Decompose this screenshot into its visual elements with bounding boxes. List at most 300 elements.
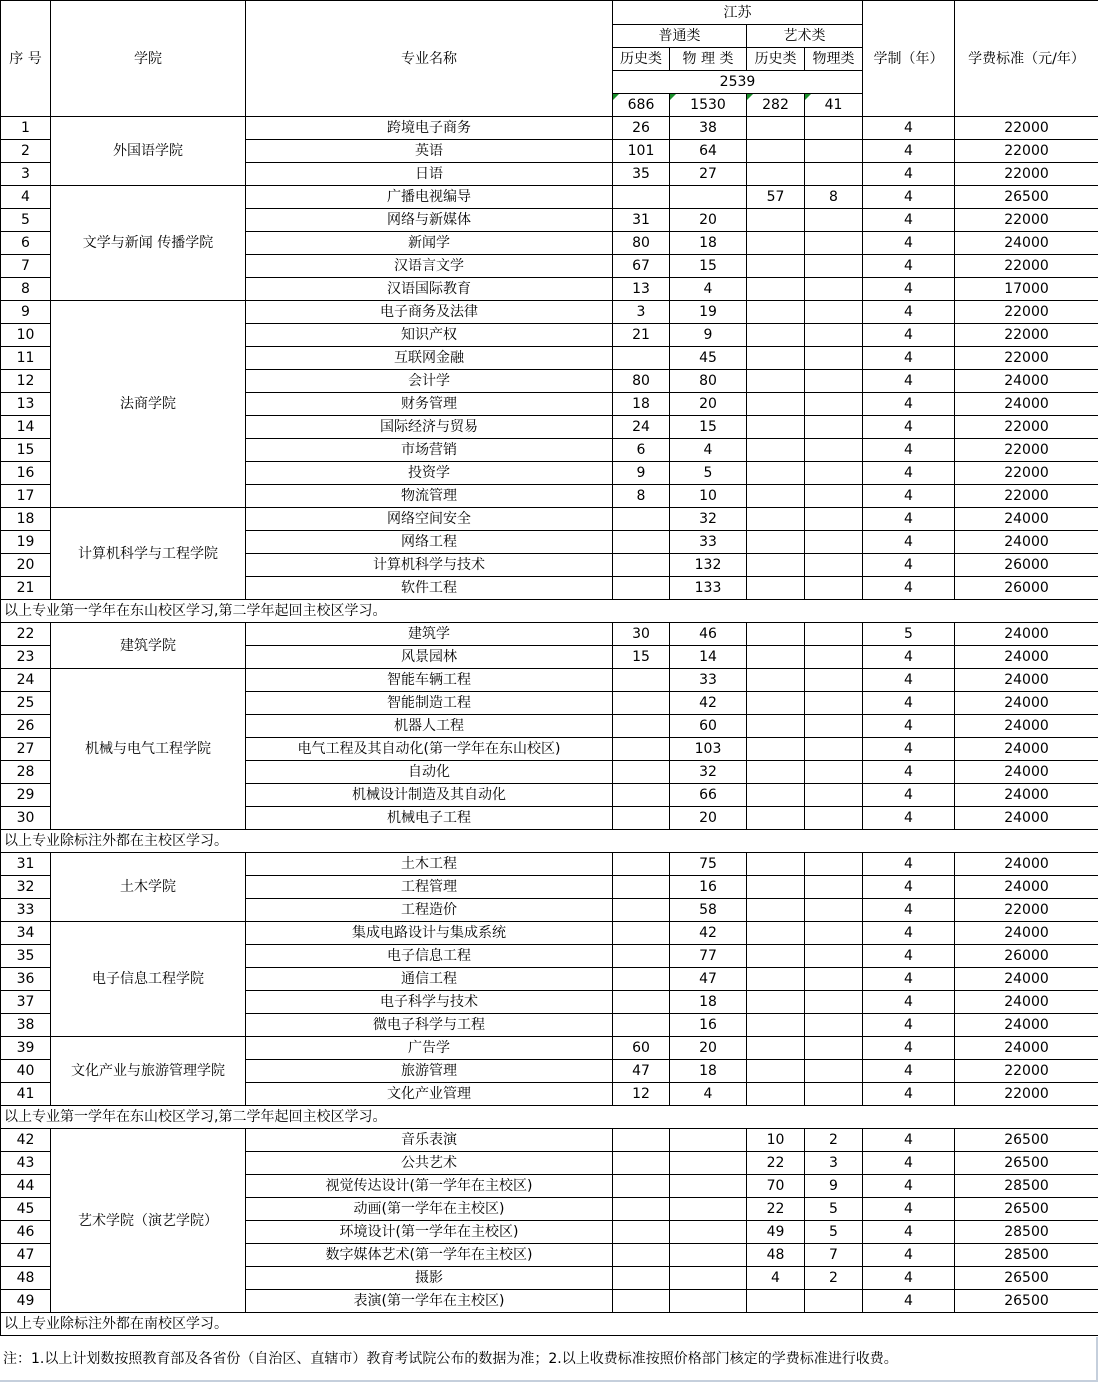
general-history-cell (613, 186, 670, 209)
art-history-cell (747, 968, 805, 991)
duration-cell: 4 (863, 1129, 955, 1152)
duration-cell: 4 (863, 761, 955, 784)
duration-cell: 4 (863, 784, 955, 807)
seq-cell: 35 (1, 945, 51, 968)
college-cell: 外国语学院 (51, 117, 246, 186)
table-row (1, 508, 1098, 531)
duration-cell: 4 (863, 646, 955, 669)
general-history-cell (613, 1152, 670, 1175)
header-total: 2539 (613, 71, 863, 94)
tuition-cell: 26500 (955, 1152, 1098, 1175)
duration-cell: 4 (863, 1083, 955, 1106)
tuition-cell: 28500 (955, 1175, 1098, 1198)
art-history-cell (747, 508, 805, 531)
general-physics-cell (670, 1198, 747, 1221)
art-physics-cell (805, 163, 863, 186)
art-physics-cell (805, 370, 863, 393)
art-physics-cell (805, 324, 863, 347)
duration-cell: 4 (863, 715, 955, 738)
duration-cell: 4 (863, 968, 955, 991)
duration-cell: 4 (863, 163, 955, 186)
college-cell: 文化产业与旅游管理学院 (51, 1037, 246, 1106)
header-general: 普通类 (613, 25, 747, 48)
art-history-cell (747, 485, 805, 508)
seq-cell: 23 (1, 646, 51, 669)
tuition-cell: 22000 (955, 255, 1098, 278)
tuition-cell: 22000 (955, 899, 1098, 922)
major-cell: 投资学 (246, 462, 613, 485)
general-physics-cell: 18 (670, 1060, 747, 1083)
college-cell: 计算机科学与工程学院 (51, 508, 246, 600)
general-physics-cell (670, 1152, 747, 1175)
major-cell: 计算机科学与技术 (246, 554, 613, 577)
table-row (1, 1037, 1098, 1060)
art-physics-cell (805, 1060, 863, 1083)
art-history-cell: 4 (747, 1267, 805, 1290)
college-cell: 法商学院 (51, 301, 246, 508)
general-history-cell (613, 876, 670, 899)
header-art-history: 历史类 (747, 48, 805, 71)
tuition-cell: 22000 (955, 117, 1098, 140)
art-history-cell (747, 416, 805, 439)
seq-cell: 15 (1, 439, 51, 462)
seq-cell: 12 (1, 370, 51, 393)
major-cell: 日语 (246, 163, 613, 186)
tuition-cell: 24000 (955, 807, 1098, 830)
art-physics-cell (805, 347, 863, 370)
tuition-cell: 24000 (955, 991, 1098, 1014)
art-history-cell (747, 117, 805, 140)
general-physics-cell: 66 (670, 784, 747, 807)
header-province: 江苏 (613, 1, 863, 25)
art-history-cell (747, 347, 805, 370)
major-cell: 旅游管理 (246, 1060, 613, 1083)
general-physics-cell (670, 1290, 747, 1313)
general-history-cell: 31 (613, 209, 670, 232)
major-cell: 新闻学 (246, 232, 613, 255)
general-history-cell (613, 347, 670, 370)
general-history-cell: 60 (613, 1037, 670, 1060)
general-history-cell (613, 784, 670, 807)
art-physics-cell (805, 922, 863, 945)
general-physics-cell: 15 (670, 416, 747, 439)
tuition-cell: 26500 (955, 1198, 1098, 1221)
art-history-cell (747, 784, 805, 807)
seq-cell: 5 (1, 209, 51, 232)
tuition-cell: 24000 (955, 623, 1098, 646)
table-row (1, 301, 1098, 324)
art-history-cell (747, 1290, 805, 1313)
art-physics-cell (805, 945, 863, 968)
tuition-cell: 26000 (955, 554, 1098, 577)
table-row (1, 853, 1098, 876)
art-physics-cell: 5 (805, 1221, 863, 1244)
art-physics-cell (805, 439, 863, 462)
tuition-cell: 22000 (955, 301, 1098, 324)
general-history-cell (613, 853, 670, 876)
general-physics-cell: 33 (670, 669, 747, 692)
general-history-cell: 47 (613, 1060, 670, 1083)
campus-note: 以上专业除标注外都在主校区学习。 (1, 830, 1098, 853)
duration-cell: 4 (863, 1175, 955, 1198)
subtotal-general-history: 686 (613, 94, 670, 117)
major-cell: 机械电子工程 (246, 807, 613, 830)
art-history-cell: 57 (747, 186, 805, 209)
major-cell: 文化产业管理 (246, 1083, 613, 1106)
seq-cell: 37 (1, 991, 51, 1014)
tuition-cell: 24000 (955, 531, 1098, 554)
general-history-cell (613, 807, 670, 830)
art-history-cell (747, 807, 805, 830)
major-cell: 电子科学与技术 (246, 991, 613, 1014)
art-history-cell (747, 922, 805, 945)
major-cell: 公共艺术 (246, 1152, 613, 1175)
general-physics-cell: 5 (670, 462, 747, 485)
table-row (1, 1129, 1098, 1152)
art-physics-cell (805, 462, 863, 485)
general-history-cell (613, 669, 670, 692)
major-cell: 微电子科学与工程 (246, 1014, 613, 1037)
art-history-cell (747, 324, 805, 347)
seq-cell: 8 (1, 278, 51, 301)
general-physics-cell: 16 (670, 876, 747, 899)
general-history-cell: 80 (613, 370, 670, 393)
duration-cell: 4 (863, 1014, 955, 1037)
art-physics-cell (805, 278, 863, 301)
art-history-cell (747, 439, 805, 462)
general-history-cell (613, 692, 670, 715)
general-physics-cell: 10 (670, 485, 747, 508)
table-row (1, 186, 1098, 209)
major-cell: 动画(第一学年在主校区) (246, 1198, 613, 1221)
general-history-cell (613, 1175, 670, 1198)
header-general-physics: 物 理 类 (670, 48, 747, 71)
seq-cell: 40 (1, 1060, 51, 1083)
art-physics-cell (805, 968, 863, 991)
art-physics-cell: 2 (805, 1129, 863, 1152)
seq-cell: 25 (1, 692, 51, 715)
seq-cell: 38 (1, 1014, 51, 1037)
major-cell: 环境设计(第一学年在主校区) (246, 1221, 613, 1244)
general-history-cell (613, 945, 670, 968)
art-physics-cell (805, 1290, 863, 1313)
seq-cell: 45 (1, 1198, 51, 1221)
art-history-cell (747, 1014, 805, 1037)
duration-cell: 4 (863, 554, 955, 577)
campus-note: 以上专业第一学年在东山校区学习,第二学年起回主校区学习。 (1, 1106, 1098, 1129)
general-history-cell: 12 (613, 1083, 670, 1106)
general-history-cell (613, 899, 670, 922)
duration-cell: 4 (863, 1244, 955, 1267)
tuition-cell: 24000 (955, 692, 1098, 715)
duration-cell: 4 (863, 439, 955, 462)
seq-cell: 18 (1, 508, 51, 531)
general-history-cell (613, 738, 670, 761)
tuition-cell: 22000 (955, 347, 1098, 370)
seq-cell: 46 (1, 1221, 51, 1244)
tuition-cell: 22000 (955, 439, 1098, 462)
general-physics-cell: 77 (670, 945, 747, 968)
seq-cell: 3 (1, 163, 51, 186)
art-history-cell (747, 209, 805, 232)
major-cell: 集成电路设计与集成系统 (246, 922, 613, 945)
art-history-cell: 48 (747, 1244, 805, 1267)
tuition-cell: 22000 (955, 163, 1098, 186)
general-physics-cell: 14 (670, 646, 747, 669)
art-history-cell (747, 761, 805, 784)
art-physics-cell (805, 531, 863, 554)
art-history-cell (747, 232, 805, 255)
tuition-cell: 17000 (955, 278, 1098, 301)
seq-cell: 28 (1, 761, 51, 784)
major-cell: 表演(第一学年在主校区) (246, 1290, 613, 1313)
major-cell: 数字媒体艺术(第一学年在主校区) (246, 1244, 613, 1267)
table-row (1, 922, 1098, 945)
seq-cell: 17 (1, 485, 51, 508)
seq-cell: 21 (1, 577, 51, 600)
tuition-cell: 24000 (955, 508, 1098, 531)
college-cell: 电子信息工程学院 (51, 922, 246, 1037)
duration-cell: 4 (863, 991, 955, 1014)
art-physics-cell: 7 (805, 1244, 863, 1267)
duration-cell: 4 (863, 301, 955, 324)
header-duration: 学制（年） (863, 1, 955, 117)
duration-cell: 4 (863, 186, 955, 209)
tuition-cell: 28500 (955, 1244, 1098, 1267)
header-tuition: 学费标准（元/年） (955, 1, 1098, 117)
seq-cell: 2 (1, 140, 51, 163)
general-history-cell: 30 (613, 623, 670, 646)
major-cell: 英语 (246, 140, 613, 163)
general-physics-cell: 18 (670, 232, 747, 255)
art-history-cell: 10 (747, 1129, 805, 1152)
major-cell: 广告学 (246, 1037, 613, 1060)
general-physics-cell (670, 1221, 747, 1244)
general-physics-cell: 47 (670, 968, 747, 991)
art-physics-cell (805, 807, 863, 830)
seq-cell: 44 (1, 1175, 51, 1198)
general-history-cell (613, 1290, 670, 1313)
tuition-cell: 26000 (955, 945, 1098, 968)
tuition-cell: 24000 (955, 968, 1098, 991)
general-physics-cell (670, 1244, 747, 1267)
general-history-cell: 67 (613, 255, 670, 278)
table-row (1, 623, 1098, 646)
seq-cell: 9 (1, 301, 51, 324)
subtotal-general-physics: 1530 (670, 94, 747, 117)
major-cell: 音乐表演 (246, 1129, 613, 1152)
college-cell: 机械与电气工程学院 (51, 669, 246, 830)
general-history-cell: 80 (613, 232, 670, 255)
header-seq: 序 号 (1, 1, 51, 117)
seq-cell: 10 (1, 324, 51, 347)
art-history-cell (747, 140, 805, 163)
seq-cell: 27 (1, 738, 51, 761)
seq-cell: 20 (1, 554, 51, 577)
art-history-cell (747, 876, 805, 899)
art-history-cell: 22 (747, 1152, 805, 1175)
general-history-cell (613, 1244, 670, 1267)
general-history-cell: 6 (613, 439, 670, 462)
major-cell: 工程管理 (246, 876, 613, 899)
major-cell: 物流管理 (246, 485, 613, 508)
art-history-cell (747, 1083, 805, 1106)
art-physics-cell (805, 623, 863, 646)
general-history-cell: 21 (613, 324, 670, 347)
general-physics-cell: 4 (670, 1083, 747, 1106)
duration-cell: 4 (863, 669, 955, 692)
art-physics-cell (805, 485, 863, 508)
duration-cell: 4 (863, 278, 955, 301)
major-cell: 风景园林 (246, 646, 613, 669)
table-row (1, 669, 1098, 692)
college-cell: 艺术学院（演艺学院） (51, 1129, 246, 1313)
general-physics-cell: 38 (670, 117, 747, 140)
tuition-cell: 22000 (955, 485, 1098, 508)
duration-cell: 5 (863, 623, 955, 646)
duration-cell: 4 (863, 738, 955, 761)
general-history-cell: 15 (613, 646, 670, 669)
seq-cell: 36 (1, 968, 51, 991)
tuition-cell: 24000 (955, 784, 1098, 807)
art-history-cell (747, 692, 805, 715)
general-physics-cell (670, 1129, 747, 1152)
major-cell: 工程造价 (246, 899, 613, 922)
general-physics-cell: 9 (670, 324, 747, 347)
major-cell: 跨境电子商务 (246, 117, 613, 140)
general-history-cell (613, 968, 670, 991)
art-physics-cell (805, 393, 863, 416)
general-physics-cell: 32 (670, 508, 747, 531)
general-physics-cell: 4 (670, 278, 747, 301)
duration-cell: 4 (863, 232, 955, 255)
general-physics-cell: 20 (670, 1037, 747, 1060)
header-general-history: 历史类 (613, 48, 670, 71)
tuition-cell: 24000 (955, 715, 1098, 738)
general-physics-cell: 133 (670, 577, 747, 600)
seq-cell: 19 (1, 531, 51, 554)
tuition-cell: 26500 (955, 1267, 1098, 1290)
tuition-cell: 24000 (955, 876, 1098, 899)
general-physics-cell: 19 (670, 301, 747, 324)
general-history-cell (613, 1198, 670, 1221)
header-major: 专业名称 (246, 1, 613, 117)
general-history-cell (613, 1267, 670, 1290)
seq-cell: 6 (1, 232, 51, 255)
duration-cell: 4 (863, 416, 955, 439)
seq-cell: 47 (1, 1244, 51, 1267)
duration-cell: 4 (863, 462, 955, 485)
duration-cell: 4 (863, 807, 955, 830)
general-physics-cell: 20 (670, 393, 747, 416)
art-physics-cell (805, 738, 863, 761)
art-physics-cell (805, 876, 863, 899)
major-cell: 软件工程 (246, 577, 613, 600)
art-history-cell (747, 899, 805, 922)
general-physics-cell: 20 (670, 807, 747, 830)
general-physics-cell: 45 (670, 347, 747, 370)
general-physics-cell: 58 (670, 899, 747, 922)
art-history-cell (747, 738, 805, 761)
art-history-cell (747, 577, 805, 600)
table-row (1, 117, 1098, 140)
duration-cell: 4 (863, 324, 955, 347)
tuition-cell: 24000 (955, 646, 1098, 669)
art-physics-cell (805, 577, 863, 600)
general-physics-cell: 42 (670, 922, 747, 945)
art-physics-cell (805, 301, 863, 324)
art-physics-cell (805, 232, 863, 255)
tuition-cell: 22000 (955, 1083, 1098, 1106)
general-physics-cell: 46 (670, 623, 747, 646)
seq-cell: 39 (1, 1037, 51, 1060)
art-physics-cell (805, 209, 863, 232)
tuition-cell: 24000 (955, 370, 1098, 393)
major-cell: 知识产权 (246, 324, 613, 347)
major-cell: 汉语国际教育 (246, 278, 613, 301)
tuition-cell: 24000 (955, 738, 1098, 761)
seq-cell: 1 (1, 117, 51, 140)
seq-cell: 42 (1, 1129, 51, 1152)
art-history-cell (747, 531, 805, 554)
major-cell: 土木工程 (246, 853, 613, 876)
campus-note-row (1, 600, 1098, 623)
tuition-cell: 24000 (955, 669, 1098, 692)
tuition-cell: 24000 (955, 393, 1098, 416)
campus-note: 以上专业除标注外都在南校区学习。 (1, 1313, 1098, 1336)
art-physics-cell (805, 899, 863, 922)
tuition-cell: 26500 (955, 1290, 1098, 1313)
duration-cell: 4 (863, 393, 955, 416)
art-physics-cell (805, 991, 863, 1014)
duration-cell: 4 (863, 508, 955, 531)
general-physics-cell (670, 186, 747, 209)
art-physics-cell (805, 715, 863, 738)
duration-cell: 4 (863, 370, 955, 393)
seq-cell: 11 (1, 347, 51, 370)
footer-note: 注：1.以上计划数按照教育部及各省份（自治区、直辖市）教育考试院公布的数据为准；2.以上收费标准按照价格部门核定的学费标准进行收费。 (0, 1337, 1098, 1382)
duration-cell: 4 (863, 117, 955, 140)
art-physics-cell (805, 554, 863, 577)
general-history-cell: 18 (613, 393, 670, 416)
tuition-cell: 26500 (955, 1129, 1098, 1152)
tuition-cell: 24000 (955, 232, 1098, 255)
tuition-cell: 24000 (955, 922, 1098, 945)
general-physics-cell: 80 (670, 370, 747, 393)
tuition-cell: 26500 (955, 186, 1098, 209)
art-history-cell (747, 1060, 805, 1083)
subtotal-art-physics: 41 (805, 94, 863, 117)
tuition-cell: 22000 (955, 324, 1098, 347)
major-cell: 自动化 (246, 761, 613, 784)
duration-cell: 4 (863, 853, 955, 876)
duration-cell: 4 (863, 1037, 955, 1060)
general-physics-cell: 33 (670, 531, 747, 554)
seq-cell: 49 (1, 1290, 51, 1313)
campus-note-row (1, 830, 1098, 853)
college-cell: 建筑学院 (51, 623, 246, 669)
duration-cell: 4 (863, 1060, 955, 1083)
major-cell: 互联网金融 (246, 347, 613, 370)
art-physics-cell (805, 669, 863, 692)
duration-cell: 4 (863, 140, 955, 163)
duration-cell: 4 (863, 1221, 955, 1244)
general-history-cell (613, 761, 670, 784)
duration-cell: 4 (863, 577, 955, 600)
art-physics-cell (805, 508, 863, 531)
art-history-cell (747, 393, 805, 416)
seq-cell: 41 (1, 1083, 51, 1106)
